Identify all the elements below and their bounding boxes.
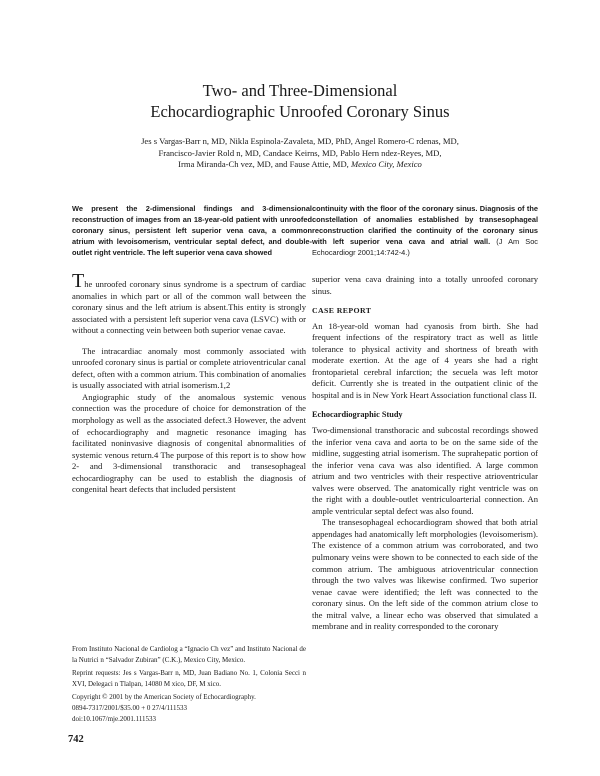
- author-line-2: Francisco-Javier Rold n, MD, Candace Keirns, MD, Pablo Hern ndez-Reyes, MD,: [158, 147, 442, 158]
- author-line-1: Jes s Vargas-Barr n, MD, Nikla Espinola-Zavaleta, MD, PhD, Angel Romero-C rdenas, MD,: [141, 136, 459, 146]
- abstract-citation: (J Am Soc Echocardiogr 2001;14:742-4.): [312, 237, 539, 258]
- title-line-2: Echocardiographic Unroofed Coronary Sinus: [150, 102, 450, 121]
- footnote-issn: 0894-7317/2001/$35.00 + 0 27/4/111533: [72, 703, 188, 712]
- intro-text: he unroofed coronary sinus syndrome is a spectrum of cardiac anomalies in which part or all of the common wall between the coronary sinus and the left atrium is absent.This entity is strongly associated with a persistent left superior vena cava (LSVC) with or without a connecting vein between both superior venae cavae.: [72, 279, 306, 336]
- footnote-reprints: Reprint requests: Jes s Vargas-Barr n, MD, Juan Badiano No. 1, Colonia Secci n XVI, Delegaci n Tlalpan, 14080 M xico, DF, M xico.: [72, 669, 306, 688]
- title-line-1: Two- and Three-Dimensional: [202, 81, 398, 100]
- section-heading-case-report: CASE REPORT: [312, 306, 372, 316]
- footnote-copyright: Copyright © 2001 by the American Society of Echocardiography.: [72, 693, 256, 702]
- subheading-echocardiographic-study: Echocardiographic Study: [312, 410, 403, 420]
- intro-paragraph: [72, 270, 306, 337]
- footnote-doi: doi:10.1067/mje.2001.111533: [72, 714, 157, 723]
- body-column-left: [72, 270, 306, 496]
- abstract-left: We present the 2-dimensional findings and 3-dimensional reconstruction of images from an 18-year-old patient with unroofed coronary sinus, persistent left superior vena cava, a common atrium with levoisomerism, ventricular septal defect, and double-outlet right ventricle. The left superior vena cava showed: [72, 204, 312, 258]
- page-number: 742: [68, 734, 84, 745]
- paragraph-associated-anomalies: The intracardiac anomaly most commonly associated with unroofed coronary sinus is partial or complete atrioventricular canal defect, often with a common atrium. This combination of anomalies is usually associated with atrial isomerism.1,2: [72, 345, 306, 391]
- article-title: [60, 80, 540, 122]
- abstract-right: [312, 203, 538, 258]
- body-column-right: [312, 274, 538, 633]
- drop-cap: T: [72, 270, 85, 292]
- paragraph-echo-transthoracic: Two-dimensional transthoracic and subcostal recordings showed the inferior vena cava and aorta to be on the same side of the midline, suggesting atrial isomerism. The suprahepatic portion of the inferior vena cava was also identified. A large common atrium and two ventricles with their respective atrioventricular valves were observed. The anatomically right ventricle was on the right with a double-outlet ventriculoarterial connection. An ample ventricular septal defect was also found.: [312, 425, 538, 516]
- abstract-right-text: continuity with the floor of the coronary sinus. Diagnosis of the constellation of anomalies established by transesophageal reconstruction clarified the continuity of the coronary sinus with left superior vena cava and atrial wall.: [312, 204, 538, 247]
- paragraph-continuation: superior vena cava draining into a totally unroofed coronary sinus.: [312, 274, 538, 296]
- footnotes: [72, 644, 306, 724]
- author-location: Mexico City, Mexico: [350, 159, 422, 169]
- author-list: [80, 136, 520, 171]
- paragraph-echo-transesophageal: The transesophageal echocardiogram showed that both atrial appendages had anatomically left morphologies (levoisomerism). The existence of a common atrium was corroborated, and two pulmonary veins were shown to be connected to each side of the common atrium. The ambiguous atrioventricular connection through the two valves was likewise confirmed. Two superior venae cavae were identified; the left was connected to the coronary sinus. On the left side of the common atrium close to the mitral valve, a linear echo was observed that simulated a membrane and in reality corresponded to the coronary: [312, 517, 538, 632]
- footnote-affiliation: From Instituto Nacional de Cardiolog a “Ignacio Ch vez” and Instituto Nacional de la Nutrici n “Salvador Zubiran” (C.K.), Mexico City, Mexico.: [72, 645, 306, 664]
- paragraph-angiographic-study: Angiographic study of the anomalous systemic venous connection was the procedure of choice for demonstration of the morphology as well as the associated defect.3 However, the advent of echocardiography and magnetic resonance imaging has facilitated noninvasive diagnosis of congenital abnormalities of systemic venous return.4 The purpose of this report is to show how 2- and 3-dimensional transthoracic and transesophageal echocardiography can be used to establish the diagnosis of congenital heart defects that included persistent: [72, 391, 306, 495]
- author-line-3-names: Irma Miranda-Ch vez, MD, and Fause Attie, MD,: [178, 159, 351, 169]
- author-line-3: [80, 159, 520, 171]
- paragraph-case-report: An 18-year-old woman had cyanosis from birth. She had frequent infections of the respiratory tract as well as little tolerance to physical activity and shortness of breath with moderate exertion. At the age of 4 years she had a right frontoparietal cerebral infarction; the secuela was left motor deficit. Currently she is treated in the outpatient clinic of the hospital and is in New York Heart Association functional class II.: [312, 320, 538, 400]
